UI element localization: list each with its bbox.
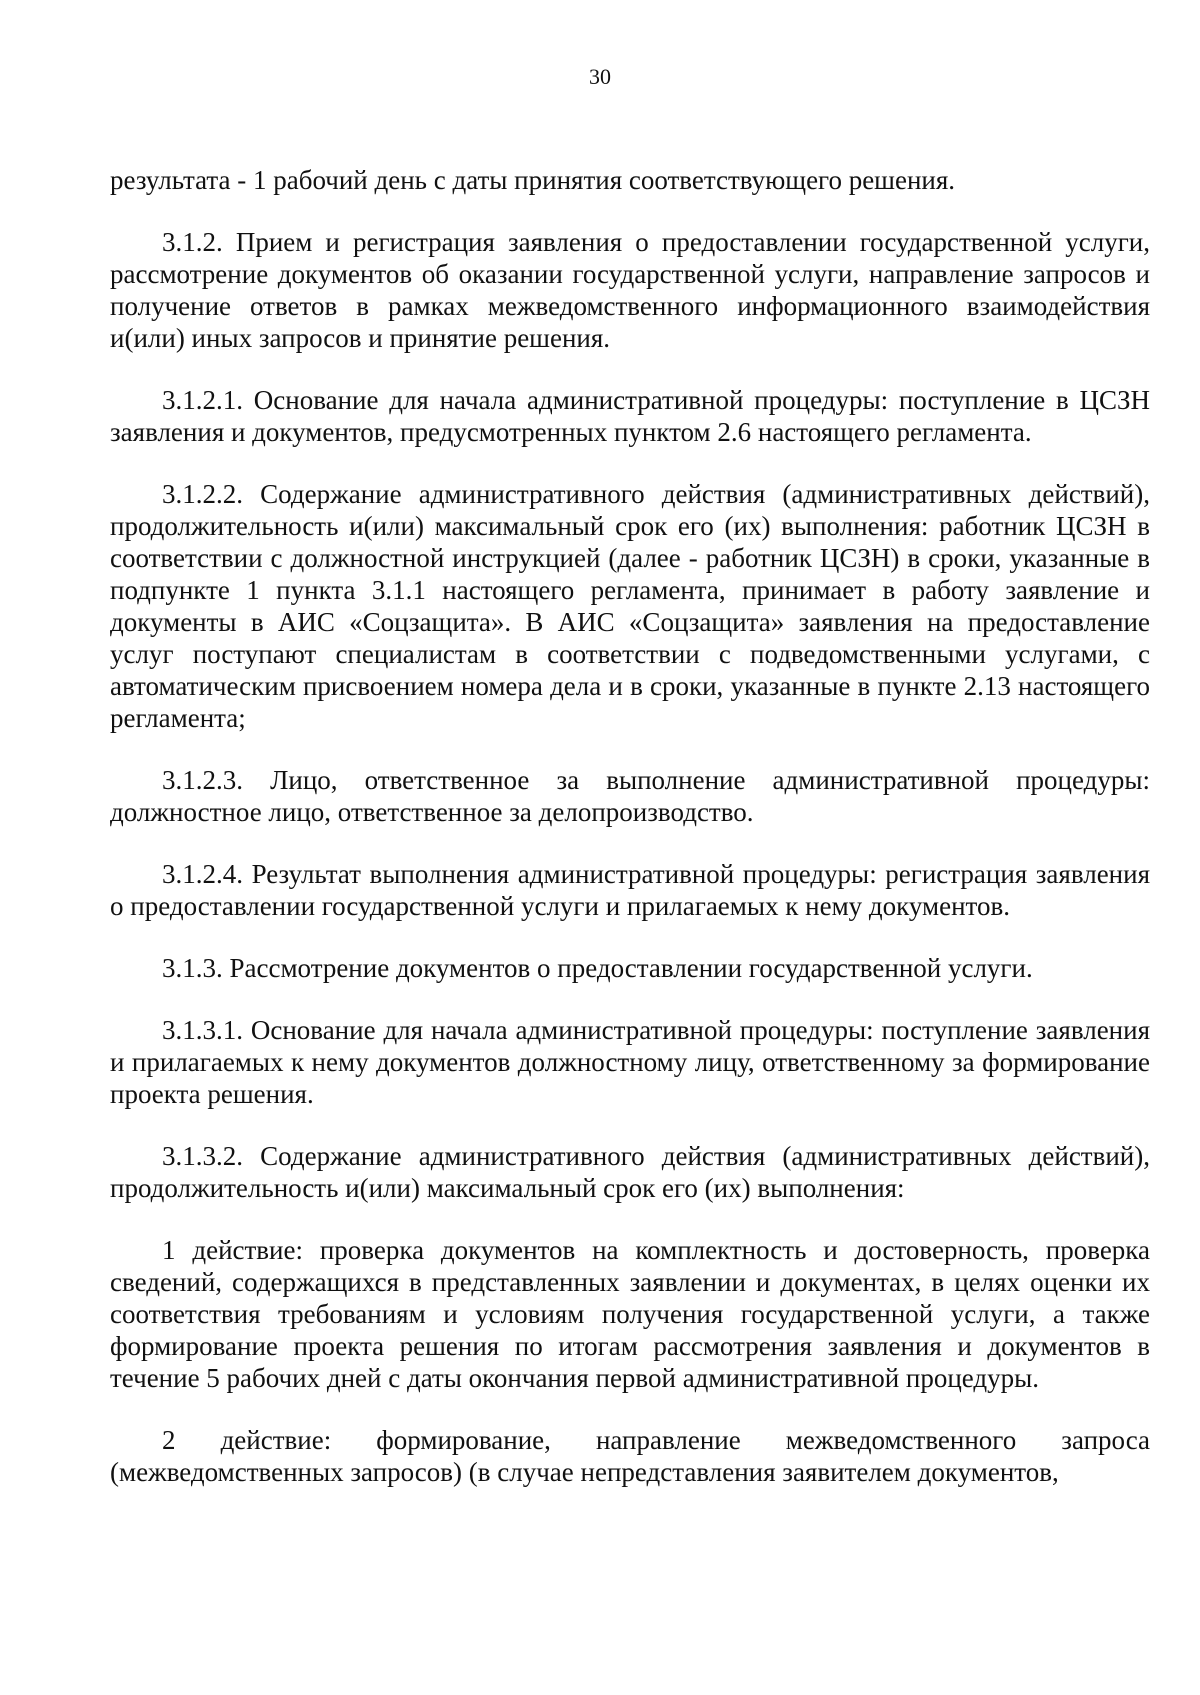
paragraph-3-1-2-3: 3.1.2.3. Лицо, ответственное за выполнение административной процедуры: должностное лицо, ответственное за делопроизводство.	[110, 765, 1150, 827]
paragraph-3-1-2-4: 3.1.2.4. Результат выполнения административной процедуры: регистрация заявления о предоставлении государственной услуги и прилагаемых к нему документов.	[110, 859, 1150, 921]
paragraph-3-1-2-2: 3.1.2.2. Содержание административного действия (административных действий), продолжительность и(или) максимальный срок его (их) выполнения: работник ЦСЗН в соответствии с должностной инструкцией (далее - работник ЦСЗН) в сроки, указанные в подпункте 1 пункта 3.1.1 настоящего регламента, принимает в работу заявление и документы в АИС «Соцзащита». В АИС «Соцзащита» заявления на предоставление услуг поступают специалистам в соответствии с подведомственными услугами, с автоматическим присвоением номера дела и в сроки, указанные в пункте 2.13 настоящего регламента;	[110, 479, 1150, 733]
document-body	[110, 164, 1150, 1518]
paragraph-continuation: результата - 1 рабочий день с даты принятия соответствующего решения.	[110, 165, 956, 195]
paragraph-3-1-3: 3.1.3. Рассмотрение документов о предоставлении государственной услуги.	[162, 953, 1033, 983]
paragraph-3-1-3-2: 3.1.3.2. Содержание административного действия (административных действий), продолжительность и(или) максимальный срок его (их) выполнения:	[110, 1141, 1150, 1203]
page-number: 30	[589, 64, 611, 89]
paragraph-3-1-2: 3.1.2. Прием и регистрация заявления о предоставлении государственной услуги, рассмотрение документов об оказании государственной услуги, направление запросов и получение ответов в рамках межведомственного информационного взаимодействия и(или) иных запросов и принятие решения.	[110, 227, 1150, 353]
paragraph-3-1-3-1: 3.1.3.1. Основание для начала административной процедуры: поступление заявления и прилагаемых к нему документов должностному лицу, ответственному за формирование проекта решения.	[110, 1015, 1150, 1109]
paragraph-action-2: 2 действие: формирование, направление межведомственного запроса (межведомственных запросов) (в случае непредставления заявителем документов,	[110, 1425, 1150, 1487]
paragraph-action-1: 1 действие: проверка документов на комплектность и достоверность, проверка сведений, содержащихся в представленных заявлении и документах, в целях оценки их соответствия требованиям и условиям получения государственной услуги, а также формирование проекта решения по итогам рассмотрения заявления и документов в течение 5 рабочих дней с даты окончания первой административной процедуры.	[110, 1235, 1150, 1393]
paragraph-3-1-2-1: 3.1.2.1. Основание для начала административной процедуры: поступление в ЦСЗН заявления и документов, предусмотренных пунктом 2.6 настоящего регламента.	[110, 385, 1150, 447]
